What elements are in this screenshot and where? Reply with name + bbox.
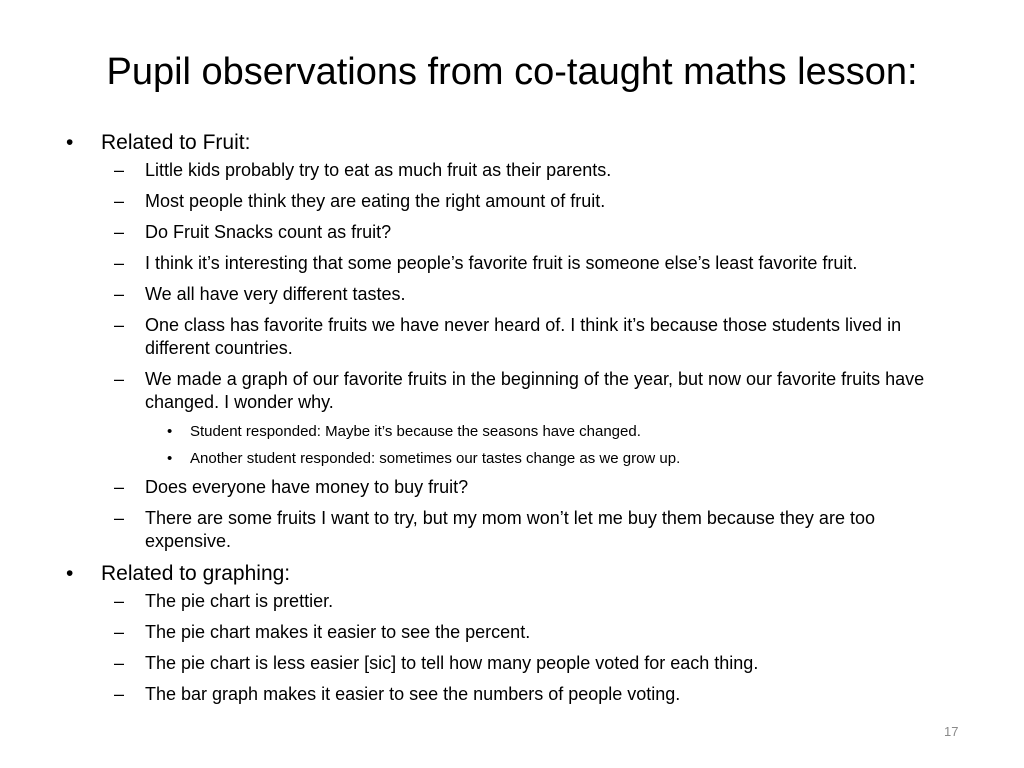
sub-list-item — [66, 449, 966, 469]
dash-bullet-icon: – — [114, 253, 125, 273]
dash-bullet-icon: – — [114, 191, 125, 211]
list-item-text: The bar graph makes it easier to see the numbers of people voting. — [145, 684, 681, 704]
list-item — [66, 252, 966, 275]
list-item — [66, 221, 966, 244]
dash-bullet-icon: – — [114, 622, 125, 642]
slide-title: Pupil observations from co-taught maths lesson: — [106, 51, 918, 93]
sub-list-item-text: Another student responded: sometimes our tastes change as we grow up. — [190, 450, 681, 467]
list-item — [66, 159, 966, 182]
list-item-text: The pie chart is prettier. — [145, 591, 334, 611]
dash-bullet-icon: – — [114, 315, 125, 335]
section-heading — [66, 130, 966, 156]
sub-list-item — [66, 422, 966, 442]
slide-content — [66, 130, 966, 714]
dash-bullet-icon: – — [114, 684, 125, 704]
list-item-text: The pie chart is less easier [sic] to tell how many people voted for each thing. — [145, 653, 759, 673]
section-heading — [66, 561, 966, 587]
dash-bullet-icon: – — [114, 160, 125, 180]
list-item — [66, 476, 966, 499]
list-item-text: We all have very different tastes. — [145, 284, 406, 304]
dash-bullet-icon: – — [114, 222, 125, 242]
dash-bullet-icon: – — [114, 477, 125, 497]
bullet-icon: • — [167, 423, 173, 440]
list-item — [66, 314, 966, 360]
bullet-icon: • — [167, 450, 173, 467]
slide-number: 17 — [944, 724, 959, 739]
dash-bullet-icon: – — [114, 369, 125, 389]
list-item-text: There are some fruits I want to try, but my mom won’t let me buy them because they are too expensive. — [145, 508, 875, 551]
dash-bullet-icon: – — [114, 508, 125, 528]
list-item-text: We made a graph of our favorite fruits in the beginning of the year, but now our favorite fruits have changed. I wonder why. — [145, 369, 925, 412]
list-item — [66, 190, 966, 213]
list-item-text: I think it’s interesting that some people’s favorite fruit is someone else’s least favorite fruit. — [145, 253, 858, 273]
list-item-text: Does everyone have money to buy fruit? — [145, 477, 469, 497]
list-item — [66, 368, 966, 414]
sub-list-item-text: Student responded: Maybe it’s because the seasons have changed. — [190, 423, 641, 440]
list-item — [66, 283, 966, 306]
list-item-text: One class has favorite fruits we have never heard of. I think it’s because those students lived in different countries. — [145, 315, 902, 358]
bullet-icon: • — [66, 562, 74, 585]
list-item-text: Do Fruit Snacks count as fruit? — [145, 222, 392, 242]
list-item — [66, 590, 966, 613]
list-item-text: Little kids probably try to eat as much fruit as their parents. — [145, 160, 612, 180]
list-item-text: The pie chart makes it easier to see the percent. — [145, 622, 531, 642]
list-item — [66, 683, 966, 706]
list-item — [66, 507, 966, 553]
list-item — [66, 652, 966, 675]
dash-bullet-icon: – — [114, 284, 125, 304]
dash-bullet-icon: – — [114, 653, 125, 673]
section-label: Related to Fruit: — [101, 131, 251, 154]
list-item — [66, 621, 966, 644]
dash-bullet-icon: – — [114, 591, 125, 611]
section-label: Related to graphing: — [101, 562, 291, 585]
list-item-text: Most people think they are eating the right amount of fruit. — [145, 191, 606, 211]
bullet-icon: • — [66, 131, 74, 154]
